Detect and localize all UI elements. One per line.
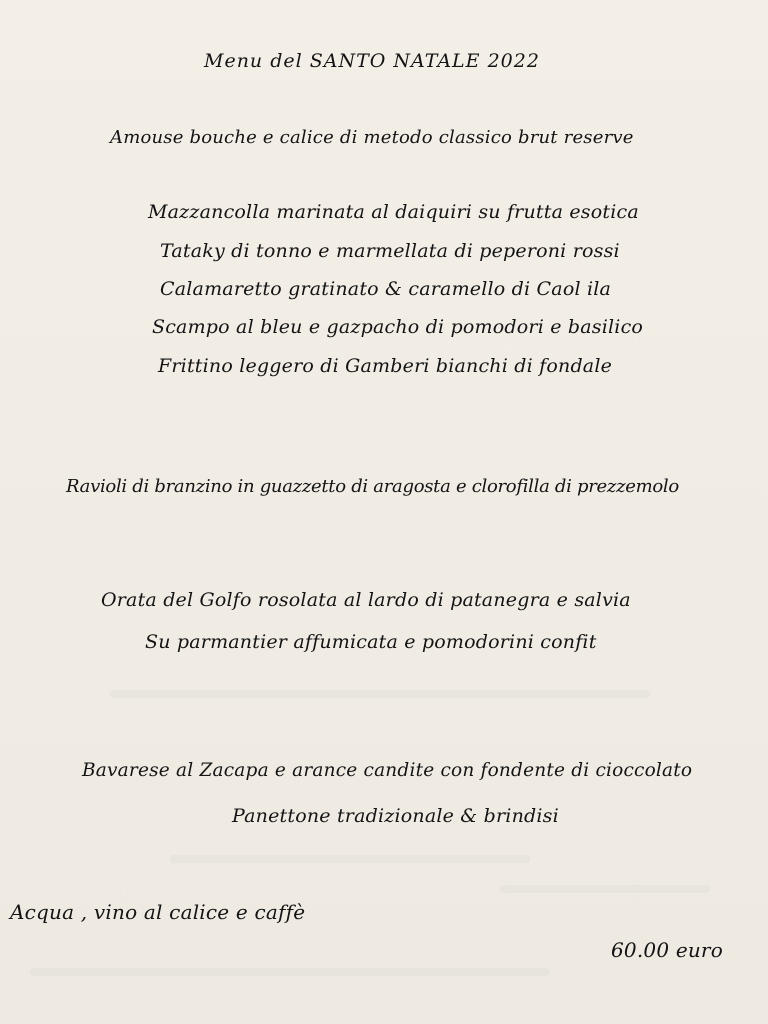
antipasto-line: Frittino leggero di Gamberi bianchi di fondale xyxy=(158,355,613,377)
paper-show-through xyxy=(110,690,650,698)
dolce-line: Bavarese al Zacapa e arance candite con fondente di cioccolato xyxy=(82,760,693,781)
antipasto-line: Scampo al bleu e gazpacho di pomodori e basilico xyxy=(152,316,644,338)
secondo-line: Orata del Golfo rosolata al lardo di patanegra e salvia xyxy=(101,589,631,611)
paper-show-through xyxy=(170,855,530,863)
aperitivo-line: Amouse bouche e calice di metodo classico brut reserve xyxy=(110,127,634,148)
paper-show-through xyxy=(30,968,550,976)
antipasto-line: Tataky di tonno e marmellata di peperoni rossi xyxy=(160,240,620,262)
price-text: 60.00 euro xyxy=(611,938,723,962)
primo-line: Ravioli di branzino in guazzetto di aragosta e clorofilla di prezzemolo xyxy=(66,476,679,497)
paper-show-through xyxy=(500,885,710,893)
antipasto-line: Calamaretto gratinato & caramello di Caol ila xyxy=(160,278,612,300)
secondo-line: Su parmantier affumicata e pomodorini confit xyxy=(145,631,597,653)
menu-title: Menu del SANTO NATALE 2022 xyxy=(204,50,540,72)
antipasto-line: Mazzancolla marinata al daiquiri su frutta esotica xyxy=(148,201,639,223)
dolce-line: Panettone tradizionale & brindisi xyxy=(232,805,559,827)
bevande-line: Acqua , vino al calice e caffè xyxy=(10,900,306,924)
